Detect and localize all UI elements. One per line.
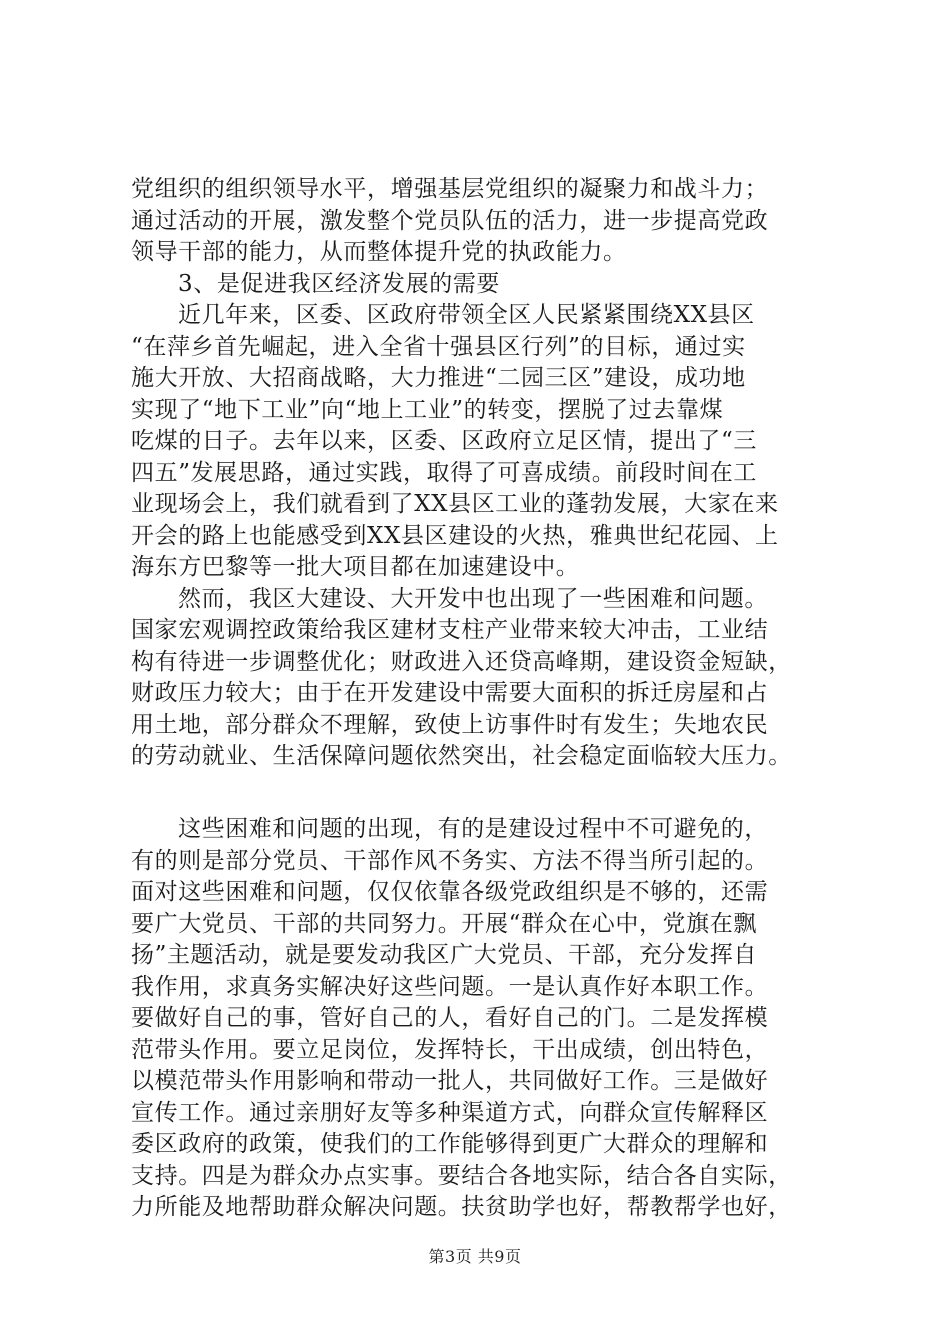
intro-line: 领导干部的能力，从而整体提升党的执政能力。 xyxy=(131,239,627,265)
section-heading: 3、是促进我区经济发展的需要 xyxy=(178,270,501,297)
paragraph-line: 业现场会上，我们就看到了XX县区工业的蓬勃发展，大家在来 xyxy=(131,491,779,517)
paragraph-line: 以模范带头作用影响和带动一批人，共同做好工作。三是做好 xyxy=(131,1068,769,1094)
intro-line: 党组织的组织领导水平，增强基层党组织的凝聚力和战斗力； xyxy=(131,176,769,202)
paragraph-line: 我作用，求真务实解决好这些问题。一是认真作好本职工作。 xyxy=(131,973,769,1000)
document-body-upper xyxy=(131,174,831,773)
intro-line: 通过活动的开展，激发整个党员队伍的活力，进一步提高党政 xyxy=(131,207,769,234)
paragraph-line: 吃煤的日子。去年以来，区委、区政府立足区情，提出了“三 xyxy=(131,428,757,454)
paragraph-line: 扬”主题活动，就是要发动我区广大党员、干部，充分发挥自 xyxy=(131,942,757,968)
paragraph-line: 四五”发展思路，通过实践，取得了可喜成绩。前段时间在工 xyxy=(131,459,757,486)
paragraph-line: 委区政府的政策，使我们的工作能够得到更广大群众的理解和 xyxy=(131,1131,769,1157)
paragraph-line: 这些困难和问题的出现，有的是建设过程中不可避免的， xyxy=(178,816,768,842)
page-number-footer: 第3页 共9页 xyxy=(428,1247,522,1266)
paragraph-line: 国家宏观调控政策给我区建材支柱产业带来较大冲击，工业结 xyxy=(131,617,769,643)
paragraph-line: “在萍乡首先崛起，进入全省十强县区行列”的目标，通过实 xyxy=(131,333,746,360)
paragraph-line: 实现了“地下工业”向“地上工业”的转变，摆脱了过去靠煤 xyxy=(131,396,724,423)
paragraph-line: 的劳动就业、生活保障问题依然突出，社会稳定面临较大压力。 xyxy=(131,743,792,769)
paragraph-line: 有的则是部分党员、干部作风不务实、方法不得当所引起的。 xyxy=(131,847,769,874)
paragraph-line: 施大开放、大招商战略，大力推进“二园三区”建设，成功地 xyxy=(131,365,746,391)
paragraph-line: 要广大党员、干部的共同努力。开展“群众在心中，党旗在飘 xyxy=(131,910,757,937)
paragraph-line: 要做好自己的事，管好自己的人，看好自己的门。二是发挥模 xyxy=(131,1005,769,1031)
paragraph-line: 海东方巴黎等一批大项目都在加速建设中。 xyxy=(131,554,580,580)
paragraph-line: 用土地，部分群众不理解，致使上访事件时有发生；失地农民 xyxy=(131,711,769,738)
paragraph-line: 然而，我区大建设、大开发中也出现了一些困难和问题。 xyxy=(178,585,768,612)
paragraph-line: 开会的路上也能感受到XX县区建设的火热，雅典世纪花园、上 xyxy=(131,522,779,549)
document-body-lower xyxy=(131,814,831,1224)
paragraph-line: 支持。四是为群众办点实事。要结合各地实际，结合各自实际， xyxy=(131,1162,792,1189)
paragraph-line: 构有待进一步调整优化；财政进入还贷高峰期，建设资金短缺， xyxy=(131,648,792,675)
paragraph-line: 宣传工作。通过亲朋好友等多种渠道方式，向群众宣传解释区 xyxy=(131,1099,769,1126)
paragraph-line: 范带头作用。要立足岗位，发挥特长，干出成绩，创出特色， xyxy=(131,1036,769,1063)
paragraph-line: 面对这些困难和问题，仅仅依靠各级党政组织是不够的，还需 xyxy=(131,879,769,905)
paragraph-line: 财政压力较大；由于在开发建设中需要大面积的拆迁房屋和占 xyxy=(131,680,769,706)
paragraph-line: 力所能及地帮助群众解决问题。扶贫助学也好，帮教帮学也好， xyxy=(131,1194,792,1220)
paragraph-line: 近几年来，区委、区政府带领全区人民紧紧围绕XX县区 xyxy=(178,302,755,328)
